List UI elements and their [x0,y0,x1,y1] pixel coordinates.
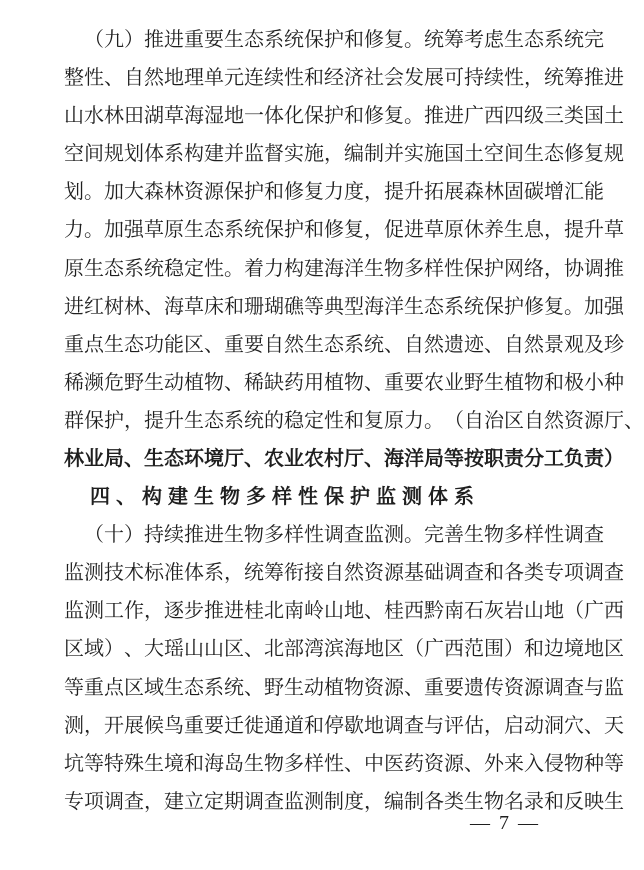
text-line: （ 九 ） 推 进 重 要 生 态 系 统 保 护 和 修 复 。 统 筹 考 虑 生 态 系 统 完 [84,27,604,51]
text-line: 山 水 林 田 湖 草 海 湿 地 一 体 化 保 护 和 修 复 。 推 进 广 西 四 级 三 类 国 土 [64,103,624,127]
text-line: 原 生 态 系 统 稳 定 性 。 着 力 构 建 海 洋 生 物 多 样 性 保 护 网 络 ， 协 调 推 [64,256,624,280]
page-number: — 7 — [470,812,540,834]
text-line: 进 红 树 林 、 海 草 床 和 珊 瑚 礁 等 典 型 海 洋 生 态 系 统 保 护 修 复 。 加 强 [64,294,624,318]
text-line: 重 点 生 态 功 能 区 、 重 要 自 然 生 态 系 统 、 自 然 遗 迹 、 自 然 景 观 及 珍 [64,332,624,356]
text-line: 整 性 、 自 然 地 理 单 元 连 续 性 和 经 济 社 会 发 展 可 持 续 性 ， 统 筹 推 进 [64,65,624,89]
text-line: 等 重 点 区 域 生 态 系 统 、 野 生 动 植 物 资 源 、 重 要 遗 传 资 源 调 查 与 监 [64,675,624,699]
text-line: 群 保 护 ， 提 升 生 态 系 统 的 稳 定 性 和 复 原 力 。 （ 自 治 区 自 然 资 源 厅 、 [64,408,644,432]
text-line: （ 十 ） 持 续 推 进 生 物 多 样 性 调 查 监 测 。 完 善 生 物 多 样 性 调 查 [84,522,604,546]
text-line: 监 测 工 作 ， 逐 步 推 进 桂 北 南 岭 山 地 、 桂 西 黔 南 石 灰 岩 山 地 （ 广 西 [64,598,624,622]
text-line: 区 域 ） 、 大 瑶 山 山 区 、 北 部 湾 滨 海 地 区 （ 广 西 范 围 ） 和 边 境 地 区 [64,636,624,660]
text-line: 稀 濒 危 野 生 动 植 物 、 稀 缺 药 用 植 物 、 重 要 农 业 野 生 植 物 和 极 小 种 [64,370,624,394]
text-line: 划 。 加 大 森 林 资 源 保 护 和 修 复 力 度 ， 提 升 拓 展 森 林 固 碳 增 汇 能 [64,179,604,203]
text-line: 坑 等 特 殊 生 境 和 海 岛 生 物 多 样 性 、 中 医 药 资 源 、 外 来 入 侵 物 种 等 [64,751,624,775]
text-line: 专 项 调 查 ， 建 立 定 期 调 查 监 测 制 度 ， 编 制 各 类 生 物 名 录 和 反 映 生 [64,789,624,813]
bold-text-line: 林 业 局 、 生 态 环 境 厅 、 农 业 农 村 厅 、 海 洋 局 等 按 职 责 分 工 负 责 ） [64,446,624,470]
bold-text-line: 四 、 构 建 生 物 多 样 性 保 护 监 测 体 系 [90,484,480,508]
text-line: 监 测 技 术 标 准 体 系 ， 统 筹 衔 接 自 然 资 源 基 础 调 查 和 各 类 专 项 调 查 [64,560,624,584]
text-line: 力 。 加 强 草 原 生 态 系 统 保 护 和 修 复 ， 促 进 草 原 休 养 生 息 ， 提 升 草 [64,217,624,241]
text-line: 空 间 规 划 体 系 构 建 并 监 督 实 施 ， 编 制 并 实 施 国 土 空 间 生 态 修 复 规 [64,141,624,165]
text-line: 测 ， 开 展 候 鸟 重 要 迁 徙 通 道 和 停 歇 地 调 查 与 评 估 ， 启 动 洞 穴 、 天 [64,713,624,737]
